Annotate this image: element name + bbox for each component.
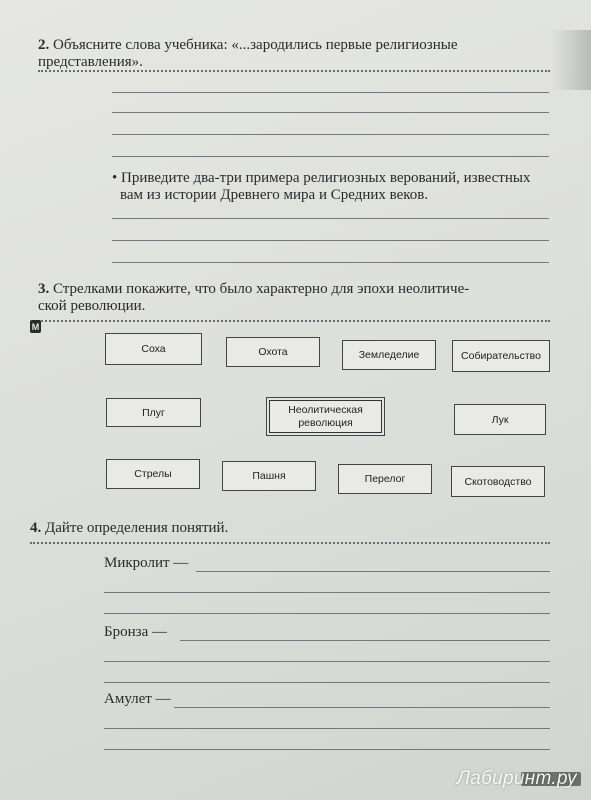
- term-amulet: Амулет —: [104, 691, 171, 707]
- answer-line[interactable]: [112, 92, 549, 93]
- answer-line[interactable]: [112, 262, 549, 263]
- task-2-heading: [38, 36, 558, 54]
- answer-line[interactable]: [104, 613, 550, 614]
- answer-line[interactable]: [112, 112, 549, 113]
- answer-line[interactable]: [104, 749, 550, 750]
- answer-line[interactable]: [112, 134, 549, 135]
- answer-line[interactable]: [104, 592, 550, 593]
- task-4-dotted-rule: [30, 542, 550, 544]
- task-4-heading: [30, 519, 550, 537]
- task-3-heading: [38, 280, 558, 298]
- task-3-number: 3.: [38, 281, 50, 297]
- answer-line[interactable]: [112, 218, 549, 219]
- box-luk[interactable]: Лук: [454, 404, 546, 435]
- task-3-text-line2: ской революции.: [38, 298, 146, 314]
- watermark: Лабиринт.ру: [456, 768, 577, 789]
- task-4-text: Дайте определения понятий.: [45, 520, 229, 536]
- answer-line[interactable]: [196, 571, 550, 572]
- box-ohota[interactable]: Охота: [226, 337, 320, 367]
- box-sobiratelstvo[interactable]: Собирательство: [452, 340, 550, 372]
- answer-line[interactable]: [180, 640, 550, 641]
- term-microlith: Микролит —: [104, 555, 189, 571]
- task-3-text-line1: Стрелками покажите, что было характерно для эпохи неолитиче-: [53, 281, 470, 297]
- box-pashnya[interactable]: Пашня: [222, 461, 316, 491]
- box-skotovodstvo[interactable]: Скотоводство: [451, 466, 545, 497]
- task-2-text-line2: представления».: [38, 54, 143, 70]
- answer-line[interactable]: [104, 661, 550, 662]
- box-plug[interactable]: Плуг: [106, 398, 201, 427]
- task-3-dotted-rule: [38, 320, 550, 322]
- answer-line[interactable]: [112, 240, 549, 241]
- answer-line[interactable]: [104, 682, 550, 683]
- box-soha[interactable]: Соха: [105, 333, 202, 365]
- task-4-number: 4.: [30, 520, 42, 536]
- center-box-line1: Неолитическая: [288, 403, 363, 416]
- term-bronze: Бронза —: [104, 624, 167, 640]
- box-neolithic-revolution[interactable]: [269, 400, 382, 433]
- task-2-text-line1: Объясните слова учебника: «...зародились первые религиозные: [53, 37, 458, 53]
- center-box-line2: революция: [298, 416, 353, 429]
- answer-line[interactable]: [112, 156, 549, 157]
- task-2-number: 2.: [38, 37, 50, 53]
- answer-line[interactable]: [104, 728, 550, 729]
- task-2-dotted-rule: [38, 70, 550, 72]
- task-2-sub-line1: • Приведите два-три примера религиозных верований, известных: [112, 170, 531, 186]
- box-strely[interactable]: Стрелы: [106, 459, 200, 489]
- box-perelog[interactable]: Перелог: [338, 464, 432, 494]
- m-icon: M: [31, 321, 40, 332]
- task-2-sub-line2: вам из истории Древнего мира и Средних веков.: [120, 187, 429, 203]
- answer-line[interactable]: [174, 707, 550, 708]
- box-zemledelie[interactable]: Земледелие: [342, 340, 436, 370]
